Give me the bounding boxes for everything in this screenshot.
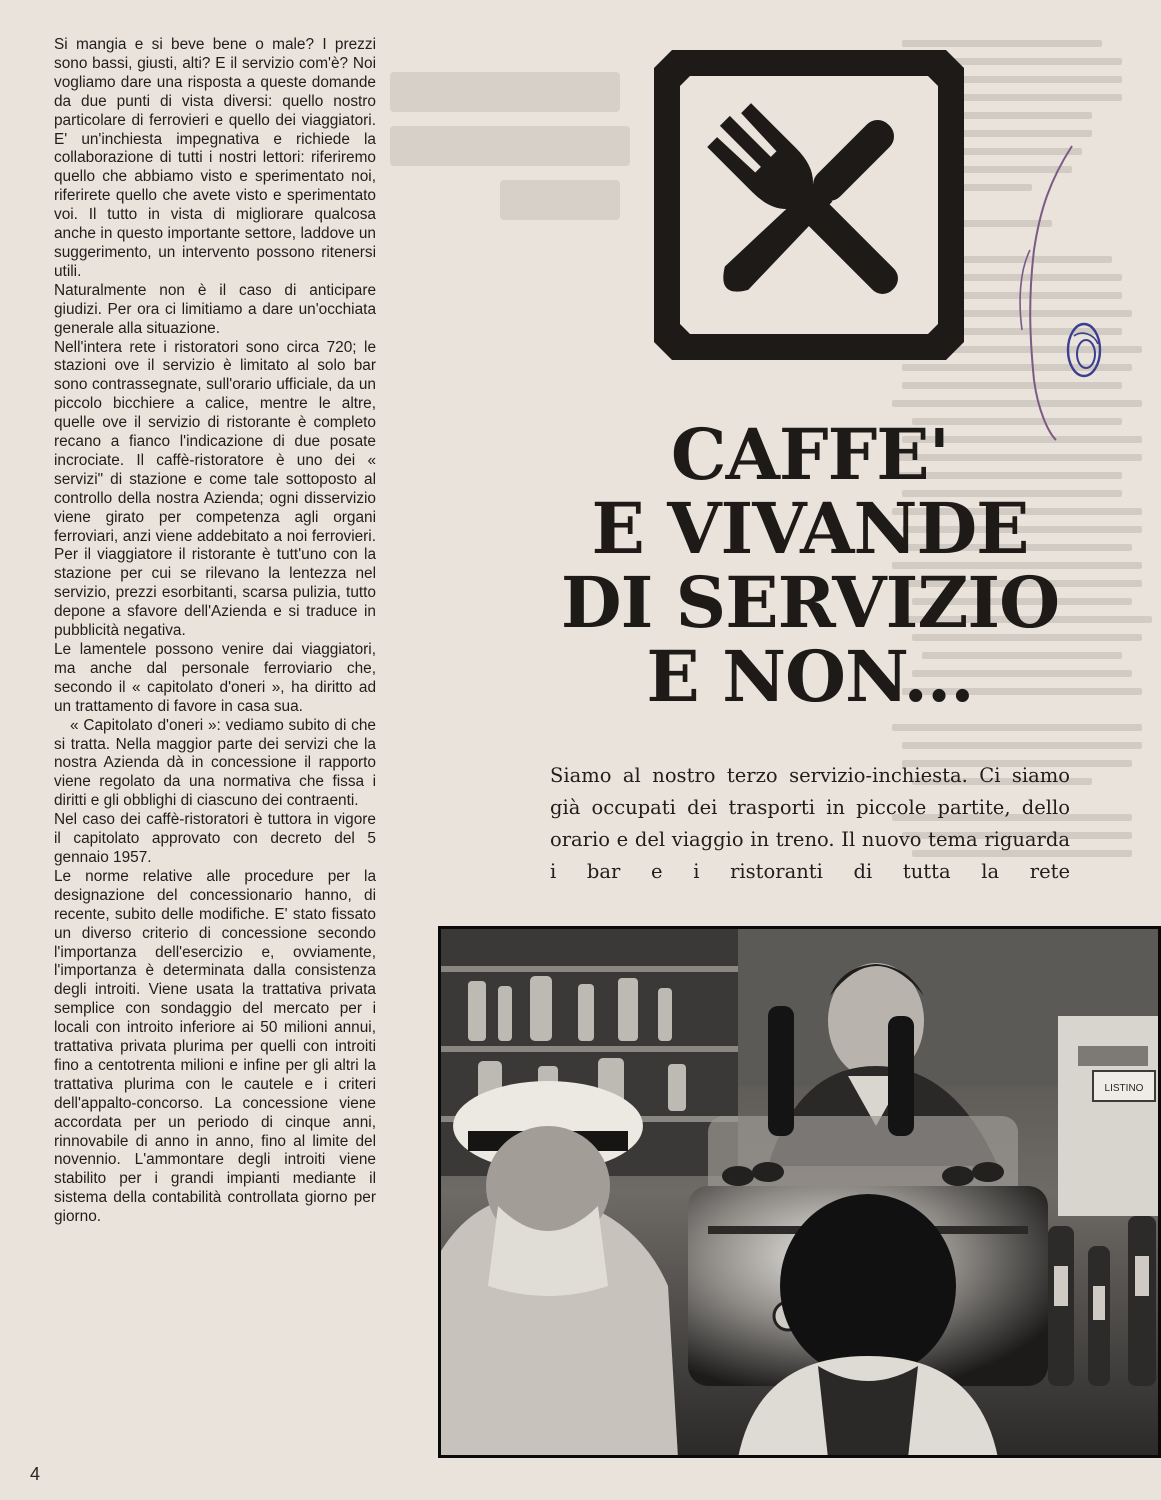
article-photo-espresso-bar [438, 926, 1161, 1458]
headline-line: E VIVANDE [591, 487, 1029, 570]
headline-line: DI SERVIZIO [560, 561, 1060, 644]
paragraph: Nel caso dei caffè-ristoratori è tuttora in vigore il capitolato approvato con decreto del 5 gennaio 1957. [54, 811, 376, 866]
paragraph: « Capitolato d'oneri »: vediamo subito di che si tratta. Nella maggior parte dei servizi che la nostra Azienda dà in concessione il rapporto viene regolato da una normativa che fissa i diritti e gli obblighi di ciascuno dei contraenti. [54, 716, 376, 810]
headline-line: E NON... [646, 635, 974, 718]
article-lead: Siamo al nostro terzo servizio-inchiesta. Ci siamo già occupati dei trasporti in piccole partite, dello orario e del viaggio in treno. Il nuovo tema riguarda i bar e i ristoranti di tutta la rete [550, 764, 1070, 883]
paragraph: Le lamentele possono venire dai viaggiatori, ma anche dal personale ferroviario che, secondo il « capitolato d'oneri », ha diritto ad un trattamento di favore in casa sua. [54, 641, 376, 715]
crossed-fork-and-knife-icon [650, 46, 968, 364]
handwritten-mark [1010, 140, 1120, 460]
paragraph: Naturalmente non è il caso di anticipare giudizi. Per ora ci limitiamo a dare un'occhiata generale alla situazione. [54, 281, 376, 337]
bleed-through-title [390, 72, 640, 234]
photo-sign-text: LISTINO [1104, 1083, 1144, 1094]
page-number: 4 [30, 1464, 41, 1484]
article-body-left-column [54, 36, 376, 1227]
paragraph: Si mangia e si beve bene o male? I prezzi sono bassi, giusti, alti? E il servizio com'è? Noi vogliamo dare una risposta a queste domande da due punti di vista diversi: quello nostro particolare di ferrovieri e quello dei viaggiatori. E' un'inchiesta impegnativa e richiede la collaborazione di tutti i nostri lettori: riferiremo quello che abbiamo visto e sperimentato noi, riferirete quello che avete visto e sperimentato voi. Il tutto in vista di migliorare qualcosa anche in questo importante settore, laddove un suggerimento, un intervento possono ritenersi utili. [54, 36, 376, 280]
article-headline [530, 413, 1090, 718]
paragraph: Le norme relative alle procedure per la designazione del concessionario hanno, di recente, subito delle modifiche. E' stato fissato un diverso criterio di concessione secondo l'importanza dell'esercizio e, ovviamente, l'importanza è determinata dalla consistenza degli introiti. Viene usata la trattativa privata semplice con sondaggio del mercato per i locali con introito inferiore ai 50 milioni annui, trattativa privata plurima per quelli con introiti fino a centotrenta milioni e infine per gli altri la trattativa plurima con le cautele e i criteri dell'appalto-concorso. La concessione viene accordata per un periodo di cinque anni, rinnovabile di anno in anno, fino al limite del novennio. L'ammontare degli introiti viene stabilito per i grandi impianti mediante il sistema della contabilità controllata giorno per giorno. [54, 867, 376, 1226]
headline-line: CAFFE' [670, 413, 950, 496]
paragraph: Nell'intera rete i ristoratori sono circa 720; le stazioni ove il servizio è limitato al solo bar sono contrassegnate, sull'orario ufficiale, da un piccolo bicchiere a calice, mentre le altre, quelle ove il servizio di ristorante è completo recano a fianco l'indicazione di due posate incrociate. Il caffè-ristoratore è uno dei « servizi" di stazione e come tale sottoposto al controllo della nostra Azienda; ogni disservizio viene girato per competenza agli organi ferroviari, anzi viene addebitato a noi ferrovieri. Per il viaggiatore il ristorante è tutt'uno con la stazione per cui se rilevano la lentezza nel servizio, prezzi esorbitanti, scarsa pulizia, tutto depone a sfavore dell'Azienda e si traduce in pubblicità negativa. [54, 338, 376, 640]
